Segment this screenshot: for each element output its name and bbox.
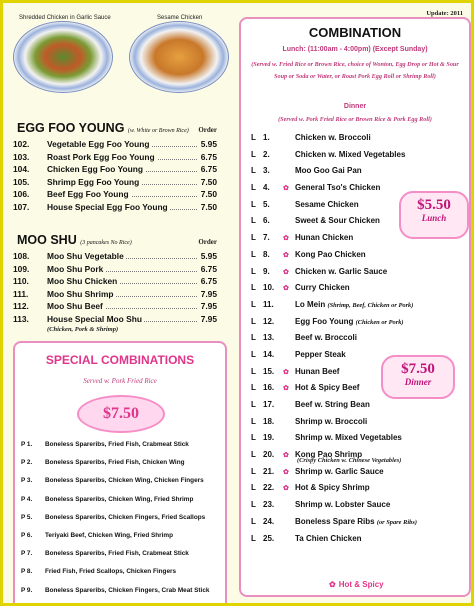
- item-prefix: L: [251, 450, 256, 460]
- item-name-wrap: [295, 517, 417, 526]
- combination-item-row: [251, 400, 465, 417]
- item-number: 107.: [13, 201, 30, 212]
- combination-item-row: [251, 433, 465, 450]
- special-item-name: Boneless Spareribs, Chicken Wing, Fried Shrimp: [45, 495, 194, 503]
- item-price: 6.75: [200, 164, 217, 174]
- item-name-wrap: [295, 483, 370, 492]
- special-item-number: P 4.: [21, 495, 33, 503]
- item-name: Vegetable Egg Foo Young: [47, 139, 150, 149]
- item-number: 12.: [263, 316, 275, 326]
- combination-item-row: [251, 333, 465, 350]
- menu-item-row: [13, 152, 225, 165]
- item-number: 8.: [263, 249, 270, 259]
- legend-label: Hot & Spicy: [338, 580, 384, 589]
- item-prefix: L: [251, 283, 256, 293]
- item-number: 15.: [263, 366, 275, 376]
- special-item-number: P 2.: [21, 459, 33, 467]
- item-name-wrap: [295, 216, 380, 225]
- item-name: Curry Chicken: [295, 283, 350, 293]
- combination-item-row: [251, 133, 465, 150]
- special-item-number: P 6.: [21, 531, 33, 539]
- menu-item-row: [13, 164, 225, 177]
- item-price: 7.50: [200, 189, 217, 199]
- hot-pepper-icon: ✿: [283, 485, 289, 493]
- hot-pepper-icon: ✿: [283, 268, 289, 276]
- special-item-name: Boneless Spareribs, Chicken Fingers, Fried Scallops: [45, 513, 206, 521]
- item-name: Moo Shu Vegetable: [47, 251, 124, 261]
- item-name: Boneless Spare Ribs: [295, 516, 375, 526]
- photo-caption-left: Shredded Chicken in Garlic Sauce: [19, 15, 111, 21]
- item-name-wrap: [295, 500, 390, 509]
- moo-shu-heading: MOO SHU: [17, 233, 77, 247]
- item-name: Egg Foo Young: [295, 316, 354, 326]
- item-price: 6.75: [200, 263, 217, 274]
- special-combinations-box: [13, 341, 227, 606]
- item-price: 5.95: [200, 139, 217, 149]
- item-number: 22.: [263, 483, 275, 493]
- menu-item-row: [13, 314, 225, 327]
- special-item-row: [21, 532, 221, 550]
- combination-item-row: [251, 500, 465, 517]
- item-name-wrap: [295, 267, 387, 276]
- combination-box: [239, 17, 471, 597]
- item-price: 7.95: [200, 313, 217, 324]
- egg-foo-young-title: [17, 121, 189, 135]
- item-name: Hot & Spicy Beef: [295, 383, 360, 393]
- hot-pepper-icon: ✿: [283, 251, 289, 259]
- combination-item-row: [251, 417, 465, 434]
- special-price-badge: $7.50: [77, 395, 165, 433]
- item-name-wrap: [295, 534, 362, 543]
- item-name: Moo Shu Shrimp: [47, 288, 114, 299]
- dinner-price: $7.50: [401, 361, 435, 377]
- item-name-wrap: [295, 250, 366, 259]
- item-number: 18.: [263, 416, 275, 426]
- item-number: 21.: [263, 466, 275, 476]
- special-item-number: P 5.: [21, 513, 33, 521]
- item-name-wrap: [295, 317, 404, 326]
- item-name: Chicken w. Garlic Sauce: [295, 266, 388, 276]
- special-item-row: [21, 568, 221, 586]
- moo-shu-title: [17, 233, 132, 247]
- item-price: 7.95: [200, 301, 217, 311]
- special-item-name: Boneless Spareribs, Chicken Wing, Chicken Fingers: [45, 477, 204, 485]
- special-item-row: [21, 441, 221, 459]
- dish-photo-sesame-chicken: [129, 21, 229, 93]
- menu-item-row: [13, 251, 225, 264]
- item-prefix: L: [251, 266, 256, 276]
- item-name: Roast Pork Egg Foo Young: [47, 151, 155, 162]
- item-name: House Special Moo Shu: [47, 313, 142, 324]
- item-name: Beef Egg Foo Young: [47, 189, 129, 199]
- special-item-row: [21, 587, 221, 605]
- combination-item-row: [251, 317, 465, 334]
- item-number: 111.: [13, 288, 29, 299]
- item-name-wrap: [295, 333, 357, 342]
- item-number: 104.: [13, 164, 30, 174]
- update-label: Update: 2011: [426, 10, 463, 17]
- menu-item-row: [13, 177, 225, 190]
- item-prefix: L: [251, 149, 256, 159]
- special-item-row: [21, 496, 221, 514]
- combination-item-row: [251, 300, 465, 317]
- special-item-name: Teriyaki Beef, Chicken Wing, Fried Shrimp: [45, 531, 174, 539]
- item-prefix: L: [251, 383, 256, 393]
- dinner-label: Dinner: [404, 377, 432, 387]
- special-item-number: P 7.: [21, 550, 33, 558]
- moo-shu-note: (3 pancakes No Rice): [80, 240, 132, 246]
- dinner-note: (Served w. Pork Fried Rice or Brown Rice & Pork Egg Roll): [278, 116, 432, 123]
- item-number: 106.: [13, 189, 30, 199]
- menu-item-row: [13, 189, 225, 202]
- special-item-row: [21, 459, 221, 477]
- item-prefix: L: [251, 299, 256, 309]
- item-number: 5.: [263, 199, 270, 209]
- item-number: 3.: [263, 166, 270, 176]
- item-prefix: L: [251, 133, 256, 142]
- special-item-row: [21, 550, 221, 568]
- item-number: 6.: [263, 216, 270, 226]
- item-number: 10.: [263, 283, 275, 293]
- moo-shu-sub-note: (Chicken, Pork & Shrimp): [47, 326, 119, 333]
- item-name: Moo Shu Beef: [47, 301, 103, 311]
- item-name: Sesame Chicken: [295, 199, 359, 209]
- item-number: 23.: [263, 500, 275, 510]
- item-number: 16.: [263, 383, 275, 393]
- item-name-wrap: [295, 150, 405, 159]
- combination-item-row: [251, 267, 465, 284]
- special-item-name: Boneless Spareribs, Chicken Fingers, Crab Meat Stick: [45, 586, 210, 594]
- item-number: 103.: [13, 151, 30, 162]
- special-item-row: [21, 514, 221, 532]
- item-name-wrap: [295, 166, 362, 175]
- special-item-name: Boneless Spareribs, Fried Fish, Chicken Wing: [45, 459, 185, 467]
- special-item-row: [21, 477, 221, 495]
- item-prefix: L: [251, 199, 256, 209]
- item-name-wrap: [295, 350, 346, 359]
- hot-pepper-icon: ✿: [283, 468, 289, 476]
- combination-item-row: [251, 483, 465, 500]
- item-number: 20.: [263, 450, 275, 460]
- item-prefix: L: [251, 533, 256, 543]
- item-name: Hunan Beef: [295, 366, 340, 376]
- combination-item-row: [251, 517, 465, 534]
- item-name: Beef w. String Bean: [295, 400, 370, 409]
- lunch-price-badge: [399, 191, 469, 239]
- item-number: 1.: [263, 133, 270, 142]
- hot-pepper-icon: ✿: [283, 385, 289, 393]
- menu-item-row: [13, 289, 225, 302]
- item-name: Hot & Spicy Shrimp: [295, 483, 370, 493]
- item-sub-note: (Chicken or Pork): [355, 318, 404, 326]
- item-name: Lo Mein: [295, 299, 326, 309]
- item-number: 113.: [13, 313, 29, 324]
- item-number: 108.: [13, 251, 30, 261]
- hot-pepper-icon: ✿: [283, 285, 289, 293]
- moo-shu-order-label: Order: [198, 238, 217, 246]
- item-prefix: L: [251, 516, 256, 526]
- item-prefix: L: [251, 483, 256, 493]
- item-sub-note: (or Spare Ribs): [376, 518, 417, 526]
- item-name-wrap: [295, 367, 339, 376]
- special-item-number: P 9.: [21, 586, 33, 594]
- item-number: 13.: [263, 333, 275, 343]
- special-item-name: Boneless Spareribs, Fried Fish, Crabmeat Stick: [45, 441, 189, 448]
- item-number: 105.: [13, 176, 30, 187]
- item-name: Pepper Steak: [295, 349, 346, 359]
- item-name: Moo Shu Chicken: [47, 276, 118, 286]
- menu-item-row: [13, 276, 225, 289]
- item-number: 17.: [263, 400, 275, 409]
- item-name: Kong Pao Chicken: [295, 249, 366, 259]
- item-name: House Special Egg Foo Young: [47, 201, 168, 212]
- combination-item-row: [251, 534, 465, 551]
- lunch-label: Lunch: [421, 213, 447, 223]
- item-name: Shrimp w. Lobster Sauce: [295, 500, 391, 510]
- special-item-number: P 3.: [21, 477, 33, 485]
- special-combinations-list: [21, 441, 221, 605]
- combination-item-row: [251, 166, 465, 183]
- item-name: Hunan Chicken: [295, 233, 354, 243]
- menu-item-row: [13, 139, 225, 152]
- item-name: Shrimp w. Broccoli: [295, 416, 368, 426]
- item-number: 2.: [263, 149, 270, 159]
- item-price: 7.50: [200, 201, 217, 212]
- item-number: 7.: [263, 233, 270, 243]
- egg-foo-young-list: [13, 139, 225, 214]
- item-name-wrap: [295, 417, 367, 426]
- dish-photo-shredded-chicken: [13, 21, 113, 93]
- item-name-wrap: [295, 233, 353, 242]
- menu-item-row: [13, 202, 225, 215]
- item-name: Shrimp w. Mixed Vegetables: [295, 433, 402, 443]
- item-name: Chicken w. Mixed Vegetables: [295, 149, 406, 159]
- item-name-wrap: [295, 283, 350, 292]
- lunch-hours: Lunch: (11:00am - 4:00pm) (Except Sunday): [282, 46, 428, 53]
- lunch-price: $5.50: [417, 197, 451, 213]
- special-item-name: Fried Fish, Fried Scallops, Chicken Fingers: [45, 568, 177, 576]
- item-prefix: L: [251, 500, 256, 510]
- item-name-wrap: [295, 300, 413, 309]
- item-number: 4.: [263, 183, 270, 193]
- item-prefix: L: [251, 433, 256, 443]
- photo-caption-right: Sesame Chicken: [157, 15, 203, 21]
- item-prefix: L: [251, 249, 256, 259]
- item-prefix: L: [251, 316, 256, 326]
- item-number: 25.: [263, 533, 275, 543]
- item-name: Ta Chien Chicken: [295, 533, 362, 543]
- item-number: 24.: [263, 516, 275, 526]
- item-price: 7.95: [200, 288, 217, 299]
- item-number: 110.: [13, 276, 29, 286]
- last-item-note: (Crispy Chicken w. Chinese Vegetables): [297, 457, 402, 464]
- item-prefix: L: [251, 400, 256, 409]
- item-prefix: L: [251, 416, 256, 426]
- item-name-wrap: [295, 200, 359, 209]
- item-name-wrap: [295, 467, 384, 476]
- item-name: Kong Pao Shrimp: [295, 450, 363, 460]
- egg-foo-young-order-label: Order: [198, 126, 217, 134]
- item-price: 5.95: [200, 251, 217, 261]
- item-price: 6.75: [200, 276, 217, 286]
- item-price: 7.50: [200, 176, 217, 187]
- hot-pepper-icon: ✿: [329, 580, 336, 589]
- item-number: 109.: [13, 263, 30, 274]
- item-prefix: L: [251, 333, 256, 343]
- item-name-wrap: [295, 183, 380, 192]
- special-item-name: Boneless Spareribs, Fried Fish, Crabmeat Stick: [45, 550, 189, 558]
- item-name: Shrimp w. Garlic Sauce: [295, 466, 384, 476]
- item-prefix: L: [251, 366, 256, 376]
- item-name: Chicken Egg Foo Young: [47, 164, 144, 174]
- item-sub-note: (Shrimp, Beef, Chicken or Pork): [327, 301, 414, 309]
- item-name: Sweet & Sour Chicken: [295, 216, 380, 226]
- combination-item-row: [251, 467, 465, 484]
- item-name: Moo Shu Pork: [47, 263, 104, 274]
- item-number: 102.: [13, 139, 30, 149]
- item-name: Moo Goo Gai Pan: [295, 166, 362, 176]
- special-combinations-subtitle: Served w. Pork Fried Rice: [83, 377, 157, 385]
- item-prefix: L: [251, 166, 256, 176]
- item-name-wrap: [295, 400, 370, 409]
- special-item-number: P 1.: [21, 441, 33, 448]
- combination-title: COMBINATION: [308, 25, 402, 40]
- item-prefix: L: [251, 233, 256, 243]
- item-prefix: L: [251, 183, 256, 193]
- special-combinations-title: SPECIAL COMBINATIONS: [45, 353, 195, 367]
- menu-item-row: [13, 301, 225, 314]
- combination-item-row: [251, 250, 465, 267]
- item-name: Chicken w. Broccoli: [295, 133, 371, 142]
- hot-pepper-icon: ✿: [283, 235, 289, 243]
- menu-item-row: [13, 264, 225, 277]
- hot-pepper-icon: ✿: [283, 452, 289, 460]
- item-price: 6.75: [200, 151, 217, 162]
- combination-item-row: [251, 283, 465, 300]
- item-name-wrap: [295, 133, 371, 142]
- item-name: Shrimp Egg Foo Young: [47, 176, 140, 187]
- item-name-wrap: [295, 433, 402, 442]
- item-prefix: L: [251, 349, 256, 359]
- item-prefix: L: [251, 216, 256, 226]
- egg-foo-young-note: (w. White or Brown Rice): [127, 128, 189, 134]
- lunch-note: (Served w. Fried Rice or Brown Rice, choice of Wonton, Egg Drop or Hot & Sour Soup or Soda or Water, or Roast Pork Egg Roll or Shrimp Roll): [251, 61, 459, 80]
- item-prefix: L: [251, 466, 256, 476]
- item-name-wrap: [295, 383, 359, 392]
- hot-pepper-icon: ✿: [283, 185, 289, 193]
- moo-shu-list: [13, 251, 225, 326]
- item-number: 112.: [13, 301, 29, 311]
- item-number: 9.: [263, 266, 270, 276]
- special-item-number: P 8.: [21, 568, 33, 576]
- hot-spicy-legend: [329, 580, 384, 589]
- egg-foo-young-heading: EGG FOO YOUNG: [17, 121, 125, 135]
- item-name: Beef w. Broccoli: [295, 333, 357, 343]
- item-name: General Tso's Chicken: [295, 183, 381, 193]
- dinner-price-badge: [381, 355, 455, 399]
- dinner-title: Dinner: [343, 103, 367, 110]
- left-column: [7, 13, 231, 599]
- combination-item-row: [251, 150, 465, 167]
- item-number: 14.: [263, 349, 275, 359]
- item-number: 19.: [263, 433, 275, 443]
- item-number: 11.: [263, 299, 274, 309]
- hot-pepper-icon: ✿: [283, 368, 289, 376]
